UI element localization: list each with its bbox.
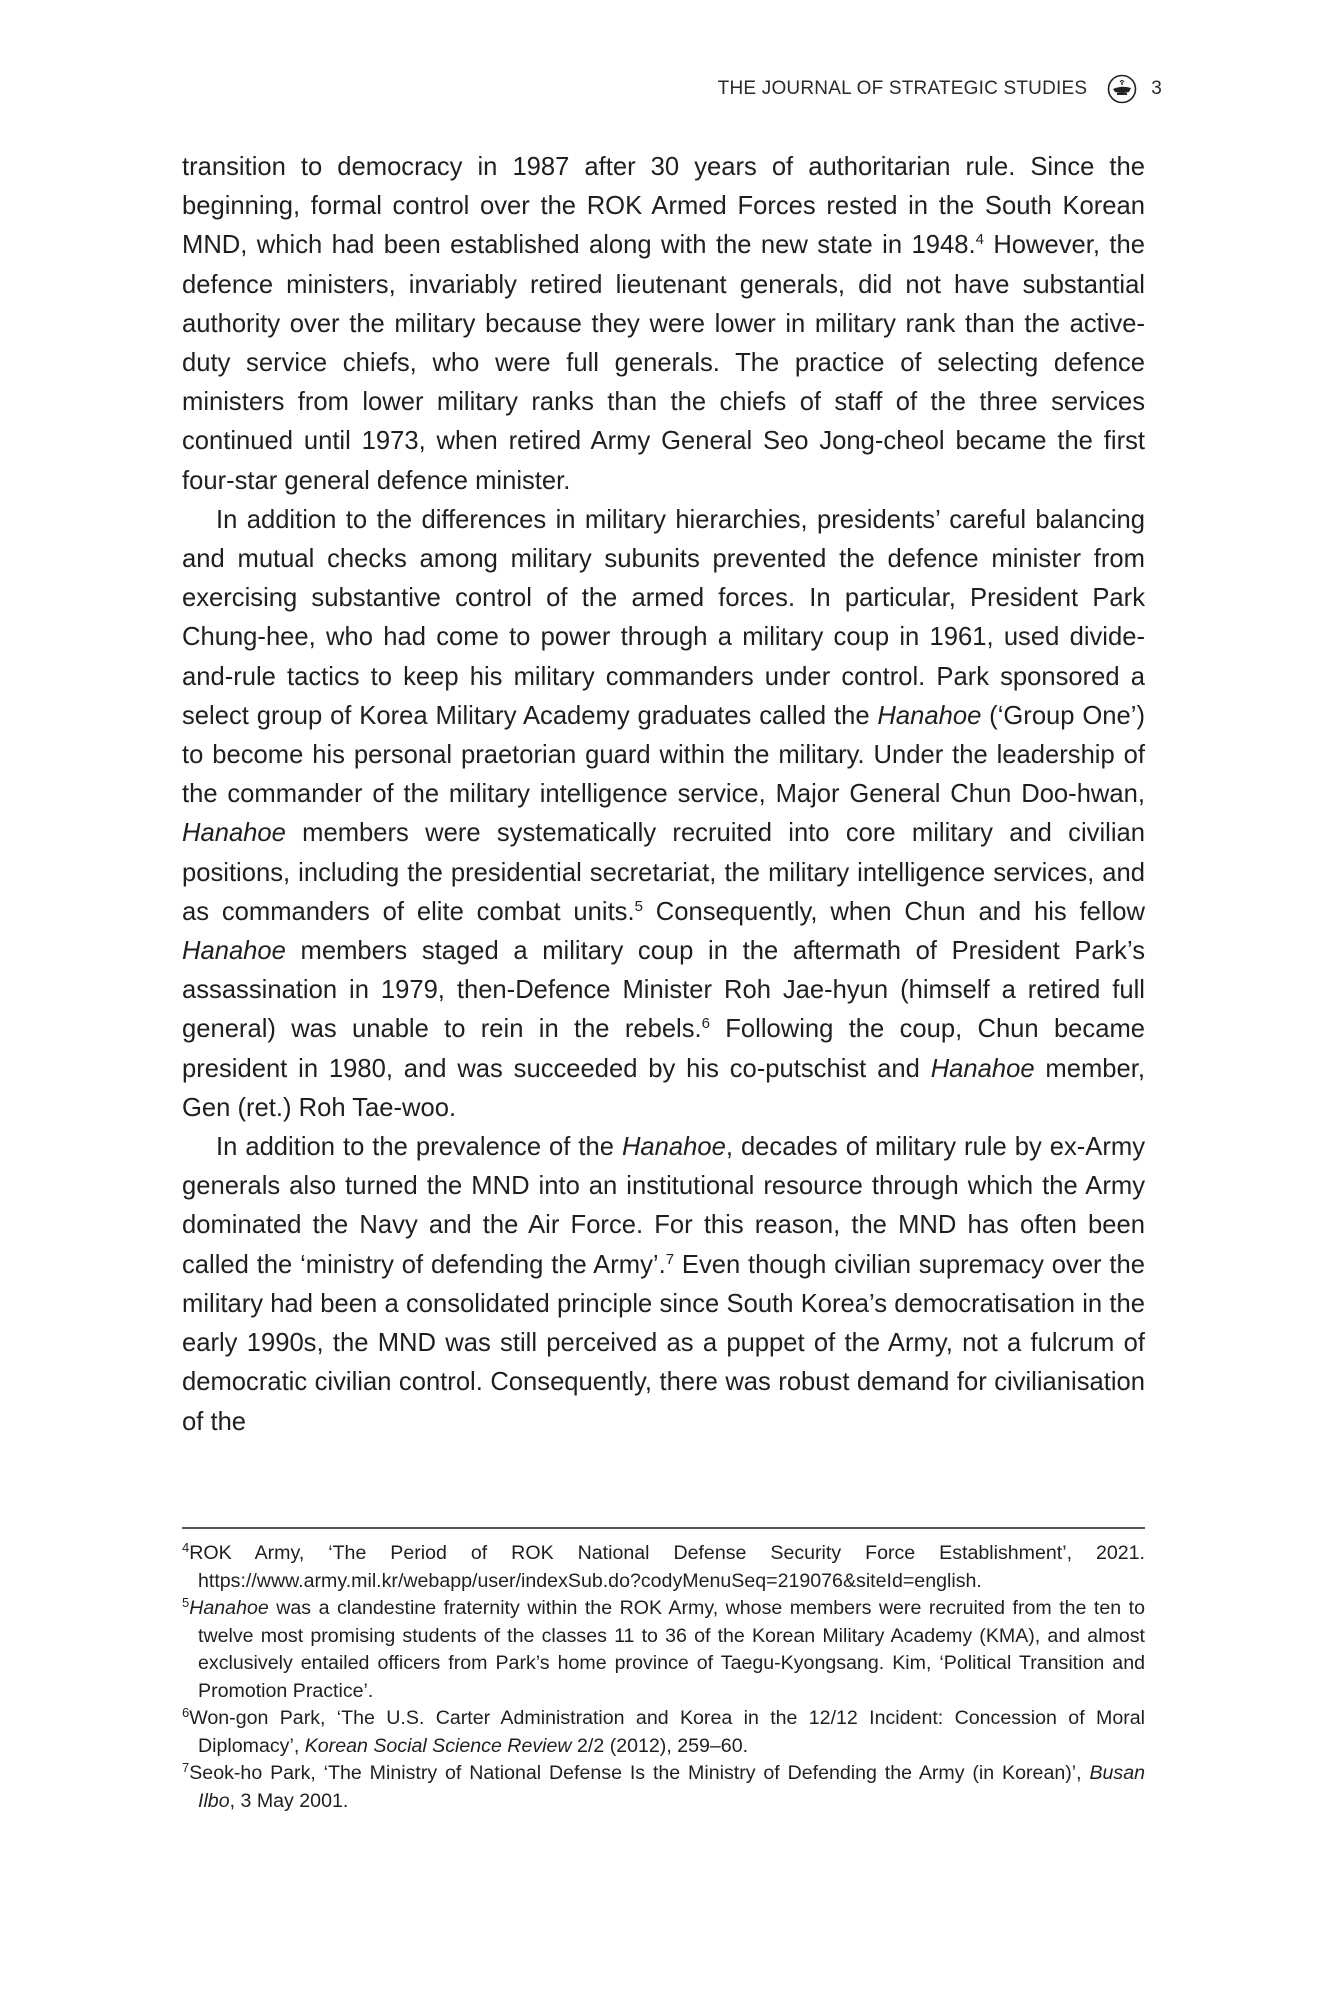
footnote-5: $^5$Hanahoe was a clandestine fraternity within the ROK Army, whose members were recruited from the ten to twelve most promising students of the classes 11 to 36 of the Korean Military Academy (KMA), and almost exclusively entailed officers from Park’s home province of Taegu-Kyongsang. Kim, ‘Political Transition and Promotion Practice’. xyxy=(182,1595,1145,1702)
main-text xyxy=(182,148,1145,1442)
paragraph-2: In addition to the differences in military hierarchies, presidents’ careful balancing and mutual checks among military subunits prevented the defence minister from exercising substantive control of the armed forces. In particular, President Park Chung-hee, who had come to power through a military coup in 1961, used divide-and-rule tactics to keep his military commanders under control. Park sponsored a select group of Korea Military Academy graduates called the Hanahoe (‘Group One’) to become his personal praetorian guard within the military. Under the leadership of the commander of the military intelligence service, Major General Chun Doo-hwan, Hanahoe members were systematically recruited into core military and civilian positions, including the presidential secretariat, the military intelligence services, and as commanders of elite combat units.$^5$ Consequently, when Chun and his fellow Hanahoe members staged a military coup in the aftermath of President Park’s assassination in 1979, then-Defence Minister Roh Jae-hyun (himself a retired full general) was unable to rein in the rebels.$^6$ Following the coup, Chun became president in 1980, and was succeeded by his co-putschist and Hanahoe member, Gen (ret.) Roh Tae-woo. xyxy=(182,505,1145,1122)
page-number: 3 xyxy=(1151,78,1162,99)
footnotes xyxy=(182,1540,1145,1815)
paragraph-3: In addition to the prevalence of the Hanahoe, decades of military rule by ex-Army generals also turned the MND into an institutional resource through which the Army dominated the Navy and the Air Force. For this reason, the MND has often been called the ‘ministry of defending the Army’.$^7$ Even though civilian supremacy over the military had been a consolidated principle since South Korea’s democratisation in the early 1990s, the MND was still perceived as a puppet of the Army, not a fulcrum of democratic civilian control. Consequently, there was robust demand for civilianisation of the xyxy=(182,1133,1145,1436)
footnote-7: $^7$Seok-ho Park, ‘The Ministry of National Defense Is the Ministry of Defending the Army (in Korean)’, Busan Ilbo, 3 May 2001. xyxy=(182,1760,1145,1812)
footnote-divider xyxy=(182,1527,1145,1529)
footnote-4: $^4$ROK Army, ‘The Period of ROK National Defense Security Force Establishment’, 2021. https://www.army.mil.kr/webapp/user/indexSub.do?codyMenuSeq=219076&siteId=english. xyxy=(182,1540,1145,1592)
journal-title: THE JOURNAL OF STRATEGIC STUDIES xyxy=(717,78,1088,99)
taylor-francis-lamp-icon xyxy=(1107,74,1137,104)
running-header xyxy=(718,74,1162,104)
footnote-ref-6[interactable]: 6 xyxy=(701,1015,710,1033)
footnote-ref-5[interactable]: 5 xyxy=(634,897,643,915)
footnote-ref-7[interactable]: 7 xyxy=(665,1250,675,1268)
footnote-ref-4[interactable]: 4 xyxy=(975,231,984,249)
footnote-6: $^6$Won-gon Park, ‘The U.S. Carter Administration and Korea in the 12/12 Incident: Concession of Moral Diplomacy’, Korean Social Science Review 2/2 (2012), 259–60. xyxy=(182,1705,1145,1757)
paragraph-1: transition to democracy in 1987 after 30 years of authoritarian rule. Since the beginning, formal control over the ROK Armed Forces rested in the South Korean MND, which had been established along with the new state in 1948.$^4$ However, the defence ministers, invariably retired lieutenant generals, did not have substantial authority over the military because they were lower in military rank than the active-duty service chiefs, who were full generals. The practice of selecting defence ministers from lower military ranks than the chiefs of staff of the three services continued until 1973, when retired Army General Seo Jong-cheol became the first four-star general defence minister. xyxy=(182,153,1145,495)
